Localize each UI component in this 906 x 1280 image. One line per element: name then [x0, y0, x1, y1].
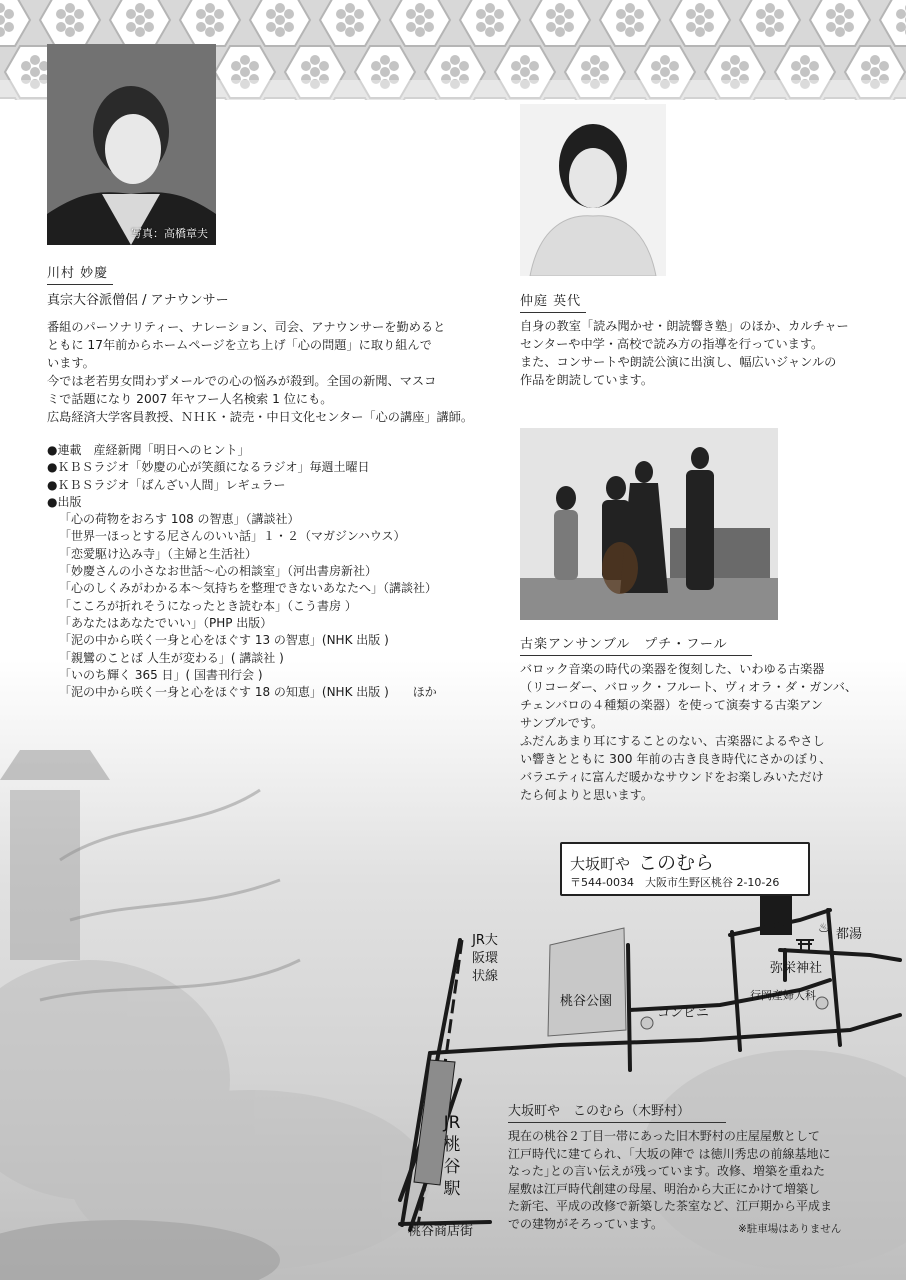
kinomura-description: 現在の桃谷２丁目一帯にあった旧木野村の庄屋屋敷として 江戸時代に建てられ、｢大坂の陣で は徳川秀忠の前線基地に なった｣との言い伝えが残っています。改修、増築を重ねた 屋敷は江戸時代創建の母屋、明治から大正にかけて増築し た新宅、平成の改修で新築した茶室など、江戸期から平成ま での建物がそろっています。: [508, 1129, 833, 1231]
venue-callout: [560, 842, 810, 896]
activity-item: ●出版: [47, 494, 82, 509]
venue-name: このむら: [638, 852, 715, 874]
kawamura-activities: [47, 442, 437, 701]
nakaniwa-photo: [520, 104, 666, 276]
book-item: 「あなたはあなたでいい」（PHP 出版）: [59, 615, 273, 630]
convenience-store-label: コンビニ: [657, 1006, 710, 1021]
hot-spring-icon: ♨: [818, 921, 830, 936]
station-label: [442, 1112, 462, 1200]
book-item: 「泥の中から咲く一身と心をほぐす 13 の智恵」(NHK 出版 ): [59, 633, 389, 648]
ensemble-bio: バロック音楽の時代の楽器を復刻した、いわゆる古楽器 （リコーダー、バロック・フルート、ヴィオラ・ダ・ガンバ、 チェンバロの４種類の楽器）を使って演奏する古楽アン サンブルです。 ふだんあまり耳にすることのない、古楽器によるやさし い響きとともに 300 年前の古き良き時代にさかのぼり、 バラエティに富んだ暖かなサウンドをお楽しみいただけ たら何よりと思います。: [520, 662, 858, 802]
venue-address: 〒544-0034 大阪市生野区桃谷 2-10-26: [570, 876, 780, 889]
jr-line-label: [470, 932, 500, 986]
photo-credit: 写真：高橋章夫: [131, 227, 208, 240]
activity-item: ●ＫＢＳラジオ「妙慶の心が笑顔になるラジオ」毎週土曜日: [47, 460, 370, 475]
parking-note: ※駐車場はありません: [738, 1223, 842, 1235]
bath-label: 都湯: [836, 927, 863, 942]
book-item: 「こころが折れそうになったとき読む本」（こう書房 ）: [59, 598, 357, 613]
book-item: 「いのち輝く 365 日」( 国書刊行会 ): [59, 667, 263, 682]
book-item: 「心のしくみがわかる本～気持ちを整理できないあなたへ」（講談社）: [59, 581, 438, 596]
kawamura-photo: [47, 44, 216, 245]
ensemble-name: 古楽アンサンブル プチ・フール: [520, 633, 752, 656]
nakaniwa-bio: 自身の教室「読み聞かせ・朗読響き塾」のほか、カルチャー センターや中学・高校で読み方の指導を行っています。 また、コンサートや朗読公演に出演し、幅広いジャンルの 作品を朗読しています。: [520, 319, 849, 387]
book-item: 「世界一ほっとする尼さんのいい話」１・２（マガジンハウス）: [59, 529, 406, 544]
shrine-label: 弥栄神社: [770, 961, 823, 976]
clinic-label: 行岡産婦人科: [750, 989, 816, 1002]
book-item: 「泥の中から咲く一身と心をほぐす 18 の知恵」(NHK 出版 ) ほか: [59, 685, 437, 700]
park-label: 桃谷公園: [560, 994, 613, 1009]
book-item: 「心の荷物をおろす 108 の智恵」（講談社）: [59, 512, 300, 527]
nakaniwa-name: 仲庭 英代: [520, 290, 586, 313]
kawamura-name: 川村 妙慶: [47, 262, 113, 285]
book-item: 「親鸞のことば 人生が変わる」( 講談社 ): [59, 650, 284, 665]
book-item: 「恋愛駆け込み寺」（主婦と生活社）: [59, 546, 258, 561]
kawamura-bio: 番組のパーソナリティー、ナレーション、司会、アナウンサーを勤めると ともに 17年前からホームページを立ち上げ「心の問題」に取り組んで います。 今では老若男女問わずメールでの心の悩みが殺到。全国の新聞、マスコ ミで話題になり 2007 年ヤフー人名検索 1 位にも。 広島経済大学客員教授、ＮＨＫ・読売・中日文化センター「心の講座」講師。: [47, 320, 474, 424]
venue-prefix: 大坂町や: [570, 855, 631, 873]
kinomura-heading: 大坂町や このむら（木野村）: [508, 1100, 726, 1123]
venue-title: [570, 848, 714, 875]
kawamura-role: 真宗大谷派僧侶 / アナウンサー: [47, 293, 229, 308]
jr-line-text: JR大阪環状線: [471, 933, 498, 984]
ensemble-photo: [520, 428, 778, 620]
activity-item: ●連載 産経新聞「明日へのヒント」: [47, 443, 250, 457]
shopping-street-label: 桃谷商店街: [408, 1224, 474, 1239]
activity-item: ●ＫＢＳラジオ「ばんざい人間」レギュラー: [47, 477, 286, 492]
book-item: 「妙慶さんの小さなお世話～心の相談室」（河出書房新社）: [59, 564, 378, 579]
station-text: JR桃谷駅: [443, 1113, 461, 1199]
